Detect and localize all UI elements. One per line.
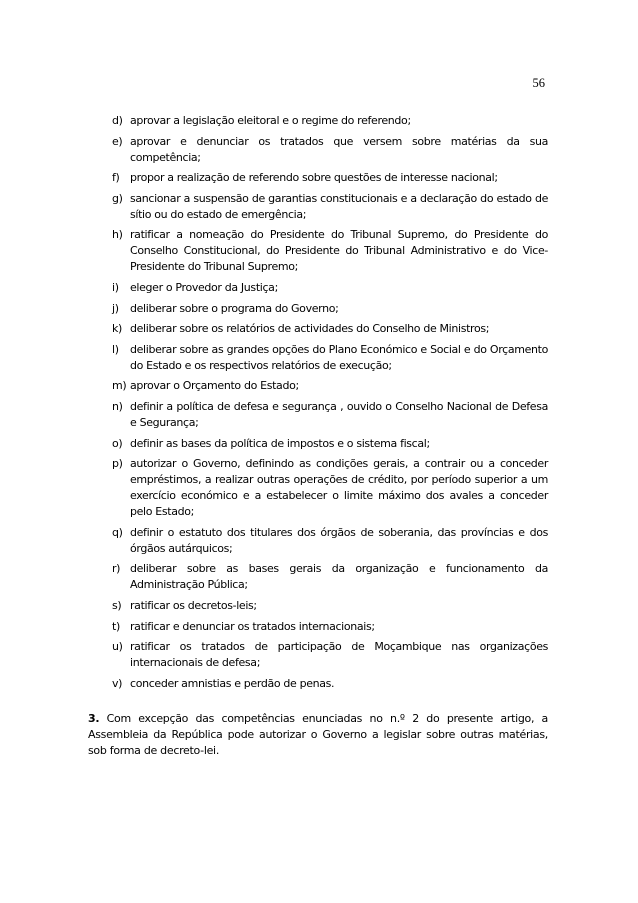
- paragraph-text: Com excepção das competências enunciadas no n.º 2 do presente artigo, a Assembleia da República pode autorizar o Governo a legislar sobre outras matérias, sob forma de decreto-lei.: [88, 712, 548, 757]
- list-item: [112, 227, 548, 275]
- list-item-marker: r): [112, 562, 121, 576]
- list-item-text: autorizar o Governo, definindo as condições gerais, a contrair ou a conceder empréstimos, a realizar outras operações de crédito, por período superior a um exercício económico e a estabelecer o limite máximo dos avales a conceder pelo Estado;: [130, 457, 548, 519]
- list-item-marker: t): [112, 619, 120, 633]
- list-item: [112, 280, 548, 296]
- list-item: [112, 342, 548, 374]
- list-item: [112, 399, 548, 431]
- list-item-marker: e): [112, 134, 123, 148]
- list-item-text: definir a política de defesa e segurança , ouvido o Conselho Nacional de Defesa e Segurança;: [130, 399, 548, 429]
- list-item-marker: s): [112, 598, 122, 612]
- list-item-text: definir o estatuto dos titulares dos órgãos de soberania, das províncias e dos órgãos autárquicos;: [130, 525, 548, 555]
- list-item: [112, 170, 548, 186]
- paragraph-3: [88, 711, 548, 759]
- list-item-text: deliberar sobre as grandes opções do Plano Económico e Social e do Orçamento do Estado e os respectivos relatórios de execução;: [130, 342, 548, 372]
- list-item: [112, 436, 548, 452]
- list-item: [112, 378, 548, 394]
- list-item: [112, 639, 548, 671]
- list-item-text: aprovar a legislação eleitoral e o regime do referendo;: [130, 114, 411, 127]
- list-item-marker: u): [112, 640, 123, 654]
- list-item: [112, 598, 548, 614]
- competence-list: [112, 113, 548, 696]
- list-item: [112, 134, 548, 166]
- list-item-marker: k): [112, 322, 122, 336]
- list-item-marker: o): [112, 436, 123, 450]
- list-item: [112, 619, 548, 635]
- list-item: [112, 676, 548, 692]
- list-item-text: ratificar os tratados de participação de Moçambique nas organizações internacionais de defesa;: [130, 640, 548, 670]
- list-item-text: ratificar os decretos-leis;: [130, 598, 257, 612]
- list-item-text: definir as bases da política de impostos e o sistema fiscal;: [130, 436, 430, 450]
- list-item: [112, 561, 548, 593]
- list-item: [112, 321, 548, 337]
- list-item: [112, 301, 548, 317]
- list-item-marker: q): [112, 525, 123, 539]
- list-item-marker: m): [112, 379, 127, 393]
- list-item-text: propor a realização de referendo sobre questões de interesse nacional;: [130, 171, 498, 185]
- list-item-text: sancionar a suspensão de garantias constitucionais e a declaração do estado de sítio ou do estado de emergência;: [130, 191, 548, 221]
- list-item-marker: f): [112, 171, 120, 185]
- list-item-marker: j): [112, 301, 119, 315]
- list-item: [112, 113, 548, 129]
- list-item-text: eleger o Provedor da Justiça;: [130, 280, 278, 294]
- list-item-marker: v): [112, 676, 123, 690]
- list-item-marker: h): [112, 228, 123, 242]
- list-item-marker: n): [112, 399, 123, 413]
- list-item-marker: i): [112, 280, 119, 294]
- list-item: [112, 456, 548, 520]
- list-item-text: deliberar sobre os relatórios de actividades do Conselho de Ministros;: [130, 322, 490, 336]
- list-item-text: ratificar a nomeação do Presidente do Tribunal Supremo, do Presidente do Conselho Constitucional, do Presidente do Tribunal Administrativo e do Vice-Presidente do Tribunal Supremo;: [130, 228, 548, 274]
- list-item-marker: p): [112, 457, 123, 471]
- list-item-text: deliberar sobre as bases gerais da organização e funcionamento da Administração Pública;: [130, 562, 548, 592]
- page-number: 56: [532, 76, 545, 90]
- list-item-text: aprovar o Orçamento do Estado;: [130, 379, 299, 393]
- list-item-text: deliberar sobre o programa do Governo;: [130, 301, 339, 315]
- list-item-marker: d): [112, 114, 123, 127]
- list-item-text: conceder amnistias e perdão de penas.: [130, 676, 335, 690]
- list-item-text: ratificar e denunciar os tratados internacionais;: [130, 619, 375, 633]
- list-item-marker: g): [112, 191, 123, 205]
- paragraph-number: 3.: [88, 712, 100, 725]
- list-item: [112, 191, 548, 223]
- list-item-marker: l): [112, 342, 119, 356]
- list-item-text: aprovar e denunciar os tratados que versem sobre matérias da sua competência;: [130, 134, 548, 164]
- list-item: [112, 525, 548, 557]
